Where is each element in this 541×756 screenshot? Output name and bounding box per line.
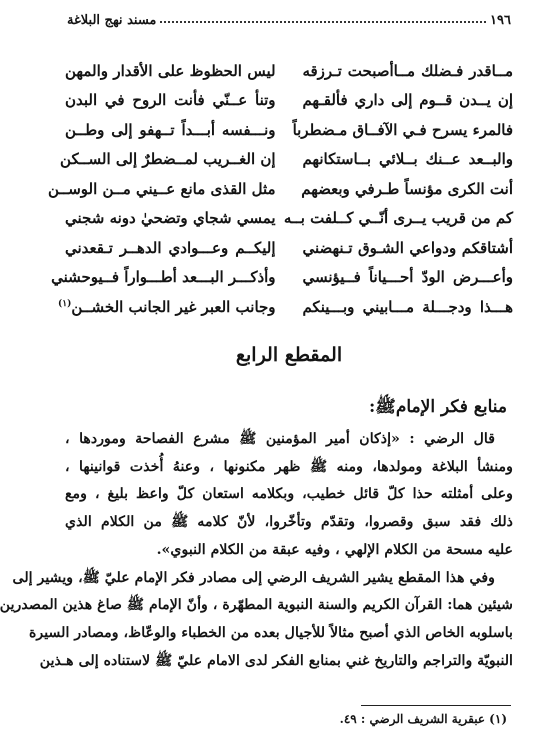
page-number: ١٩٦	[490, 12, 511, 28]
poem-verse	[65, 86, 513, 116]
verse-first-hemistich: والبــعد عــنك بــلائي بــاستكانهم	[302, 150, 513, 169]
poem-verse	[60, 145, 513, 175]
verse-first-hemistich: إن يــدن قــوم إلى داري فألقـهم	[302, 91, 513, 110]
verse-first-hemistich: أنت الكرى مؤنساً طـرفي وبعضهم	[301, 179, 513, 198]
verse-second-hemistich-with-footnote	[57, 297, 276, 316]
verse-first-hemistich: فالمرء يسرح فـي الآفــاق مـضطرباً	[292, 120, 513, 139]
verse-first-hemistich: أشتاقكم ودواعي الشـوق تـنهضني	[302, 238, 513, 257]
verse-second-hemistich: إن الغــريب لمــضطرٌ إلى الســكن	[60, 150, 276, 169]
subheading	[71, 396, 507, 421]
poem-verse	[57, 292, 513, 322]
footnote: (١) عبقرية الشريف الرضي : ٤٩.	[339, 712, 507, 726]
body-line: باسلوبه الخاص الذي أصبح مثالاً للأجيال بعده من الخطباء والوعّاظ، ومصادر السيرة	[28, 624, 513, 641]
poem-verse	[65, 204, 513, 234]
body-line: قال الرضي : «إذكان أمير المؤمنين ﷺ مشرع الفصاحة وموردها ،	[65, 431, 495, 447]
body-line: وفي هذا المقطع يشير الشريف الرضي إلى مصادر فكر الإمام عليّ ﷺ، ويشير إلى	[12, 569, 495, 586]
poem-verse	[48, 174, 513, 204]
poem-verse	[65, 56, 513, 86]
verse-second-hemistich: ليس الحظوظ على الأقدار والمهن	[65, 61, 276, 80]
body-text	[0, 426, 513, 675]
body-line: ذلك فقد سبق وقصروا، وتقدّم وتأخّروا، لأنّ كلامه ﷺ من الكلام الذي	[65, 514, 513, 531]
verse-second-hemistich: يمسي شجاي وتضحيٰ دونه شجني	[65, 209, 276, 228]
poem-verse	[65, 233, 513, 263]
poem-verse	[65, 115, 513, 145]
honorific-glyph: ﷺ	[375, 397, 396, 417]
verse-first-hemistich: كم من قريب يــرى أنّــي كــلفت بــه	[283, 209, 513, 228]
header-dotted-leader	[160, 21, 486, 23]
verse-second-hemistich: إليكــم وعـــوادي الدهــر تـقعدني	[65, 238, 276, 257]
poem-verse	[51, 263, 513, 293]
subheading-colon: :	[369, 397, 376, 417]
body-line: عليه مسحة من الكلام الإلهي ، وفيه عبقة من الكلام النبوي».	[156, 541, 513, 558]
verse-first-hemistich: وأعـــرض الودّ أحـــياناً فــيؤنسي	[302, 268, 513, 287]
section-title: المقطع الرابع	[235, 344, 343, 366]
verse-second-hemistich: مثل القذى مانع عــيني مــن الوســن	[48, 179, 276, 198]
body-line: شيئين هما: القرآن الكريم والسنة النبوية المطهّرة ، وأنّ الإمام ﷺ صاغ هذين المصدرين	[0, 597, 513, 614]
footnote-separator	[361, 705, 511, 706]
verse-text: وجانب العبر غير الجانب الخشــن	[71, 297, 276, 316]
verse-first-hemistich: هـــذا ودجـــلة مـــابيني وبـــينكم	[302, 297, 513, 316]
running-title: مسند نهج البلاغة	[67, 12, 157, 28]
body-line: ومنشأ البلاغة ومولدها، ومنه ﷺ ظهر مكنونها ، وعنهُ أُخذت قوانينها ،	[65, 458, 513, 475]
footnote-marker[interactable]: (١)	[57, 298, 72, 309]
verse-second-hemistich: وأذكـــر البـــعد أطـــواراً فــيوحشني	[51, 268, 276, 287]
verse-second-hemistich: وتنأ عــنّي فأنت الروح في البدن	[65, 91, 276, 110]
subheading-text: منابع فكر الإمام	[395, 397, 507, 417]
verse-first-hemistich: مــاقدر فـضلك مــاأصبحت تـرزقه	[302, 61, 513, 80]
body-line: النبويّة والتراجم والتاريخ غني بمنابع الفكر لدى الامام عليّ ﷺ لاستناده إلى هـذين	[39, 652, 513, 669]
verse-second-hemistich: ونـــفسه أبـــداً تــهفو إلى وطــن	[65, 120, 276, 139]
page-header	[67, 10, 511, 30]
poem	[48, 56, 513, 322]
body-line: وعلى أمثلته حذا كلّ قائل خطيب، وبكلامه استعان كلّ واعظ بليغ ، ومع	[65, 486, 513, 503]
